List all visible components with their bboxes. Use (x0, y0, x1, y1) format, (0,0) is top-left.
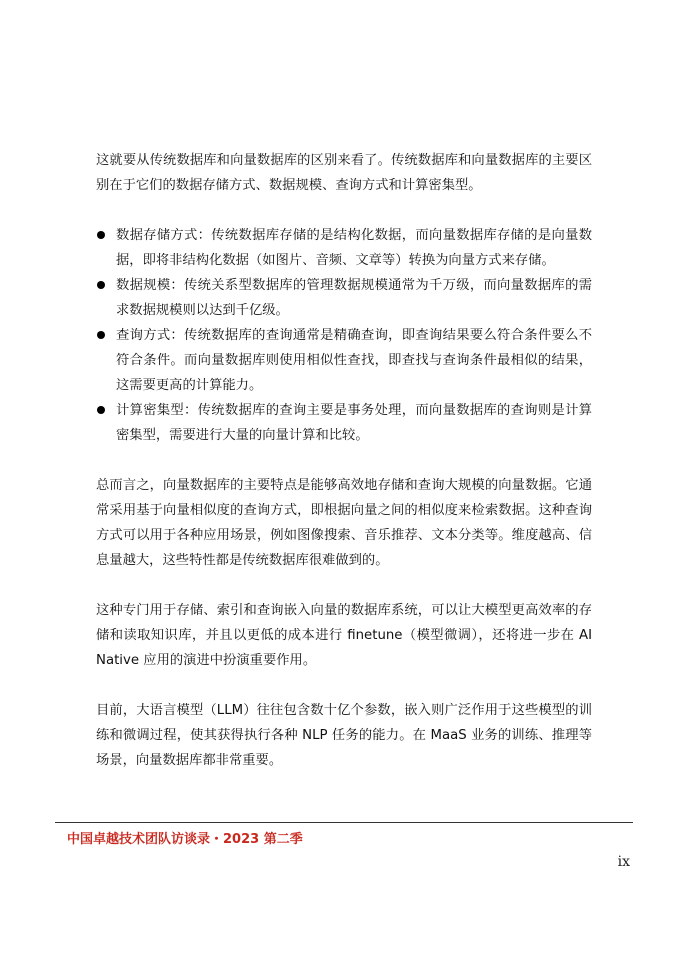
comparison-list (96, 223, 592, 448)
list-item-text: 数据规模：传统关系型数据库的管理数据规模通常为千万级，而向量数据库的需求数据规模则以达到千亿级。 (116, 278, 592, 318)
list-item-text: 数据存储方式：传统数据库存储的是结构化数据，而向量数据库存储的是向量数据，即将非结构化数据（如图片、音频、文章等）转换为向量方式来存储。 (116, 228, 592, 268)
bullet-icon (97, 281, 105, 289)
list-item (96, 223, 592, 273)
footer-divider (55, 822, 633, 823)
llm-paragraph: 目前，大语言模型（LLM）往往包含数十亿个参数，嵌入则广泛作用于这些模型的训练和微调过程，使其获得执行各种 NLP 任务的能力。在 MaaS 业务的训练、推理等场景，向量数据库都非常重要。 (96, 703, 592, 768)
page-number: ix (617, 854, 630, 870)
summary-paragraph: 总而言之，向量数据库的主要特点是能够高效地存储和查询大规模的向量数据。它通常采用基于向量相似度的查询方式，即根据向量之间的相似度来检索数据。这种查询方式可以用于各种应用场景，例如图像搜索、音乐推荐、文本分类等。维度越高、信息量越大，这些特性都是传统数据库很难做到的。 (96, 478, 592, 568)
bullet-icon (97, 406, 105, 414)
footer-title: 中国卓越技术团队访谈录・2023 第二季 (67, 832, 303, 847)
list-item-text: 计算密集型：传统数据库的查询主要是事务处理，而向量数据库的查询则是计算密集型，需要进行大量的向量计算和比较。 (116, 403, 592, 443)
page-body (96, 148, 592, 798)
intro-paragraph: 这就要从传统数据库和向量数据库的区别来看了。传统数据库和向量数据库的主要区别在于它们的数据存储方式、数据规模、查询方式和计算密集型。 (96, 153, 592, 193)
bullet-icon (97, 231, 105, 239)
list-item (96, 273, 592, 323)
list-item (96, 398, 592, 448)
list-item-text: 查询方式：传统数据库的查询通常是精确查询，即查询结果要么符合条件要么不符合条件。而向量数据库则使用相似性查找，即查找与查询条件最相似的结果，这需要更高的计算能力。 (116, 328, 592, 393)
list-item (96, 323, 592, 398)
system-paragraph: 这种专门用于存储、索引和查询嵌入向量的数据库系统，可以让大模型更高效率的存储和读取知识库，并且以更低的成本进行 finetune（模型微调），还将进一步在 AI Native 应用的演进中扮演重要作用。 (96, 603, 592, 668)
bullet-icon (97, 331, 105, 339)
